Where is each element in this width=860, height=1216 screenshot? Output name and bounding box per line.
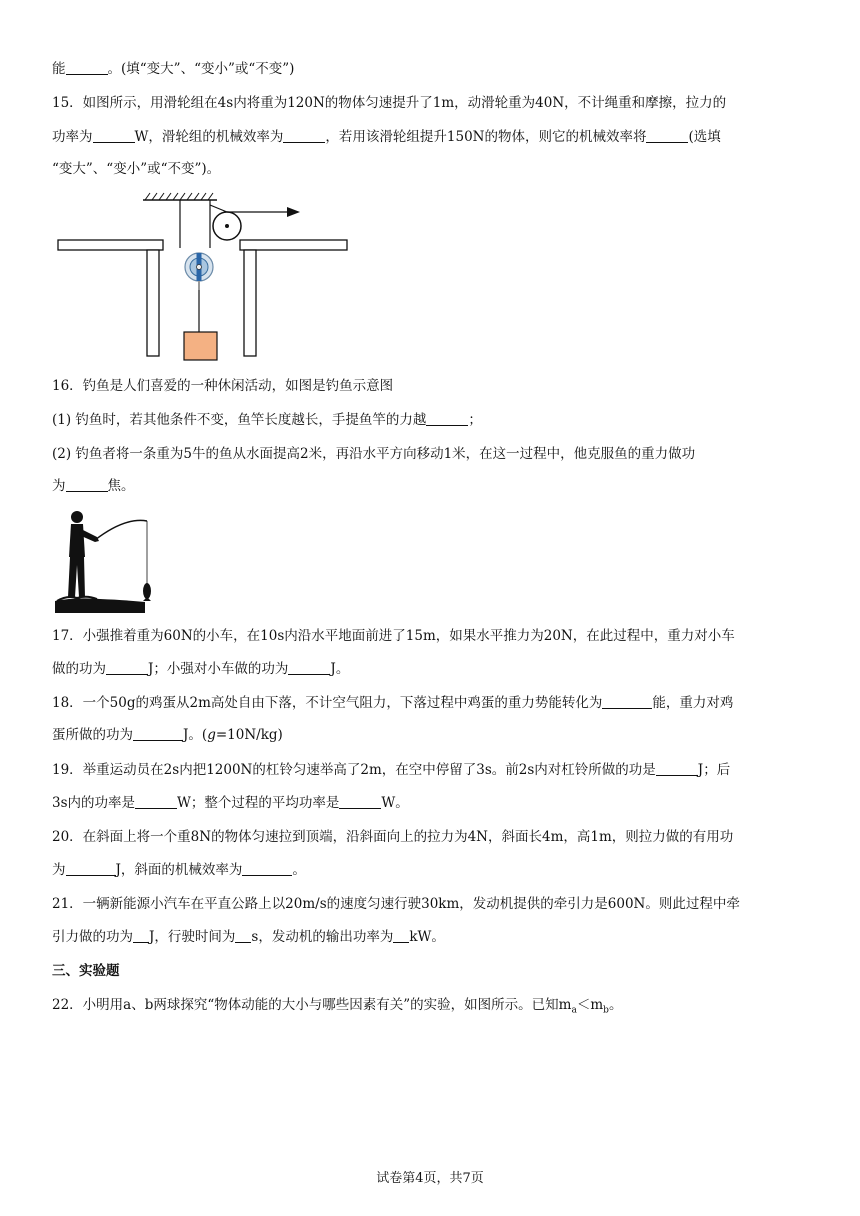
- text: ＜m: [576, 997, 604, 1013]
- answer-blank: [133, 726, 183, 741]
- rope-segment: [210, 205, 227, 212]
- left-table-top: [58, 240, 163, 250]
- text: J。: [330, 661, 350, 677]
- q18-line-2: [52, 726, 283, 744]
- answer-blank: [288, 660, 330, 675]
- q17-line-1: 17．小强推着重为60N的小车，在10s内沿水平地面前进了15m，如果水平推力为20N，在此过程中，重力对小车: [52, 628, 735, 644]
- fishing-rod: [95, 520, 147, 540]
- text: 焦。: [107, 478, 135, 494]
- person-head: [71, 511, 83, 523]
- text: (选填: [688, 129, 721, 145]
- q17-line-2: [52, 660, 349, 678]
- answer-blank: [235, 928, 251, 943]
- text: 引力做的功为: [52, 929, 133, 945]
- answer-blank: [426, 411, 468, 426]
- text: 22．小明用a、b两球探究“物体动能的大小与哪些因素有关”的实验，如图所示。已知m: [52, 997, 572, 1013]
- text: 蛋所做的功为: [52, 727, 133, 743]
- answer-blank: [93, 128, 135, 143]
- fixed-pulley-axle: [225, 224, 229, 228]
- text: J。(: [183, 727, 208, 743]
- q16-line-3: (2) 钓鱼者将一条重为5牛的鱼从水面提高2米，再沿水平方向移动1米，在这一过程中，他克服鱼的重力做功: [52, 446, 696, 462]
- text: s，发动机的输出功率为: [251, 929, 394, 945]
- answer-blank: [393, 928, 409, 943]
- text: J，行驶时间为: [149, 929, 236, 945]
- answer-blank: [106, 660, 148, 675]
- text: ；: [468, 412, 482, 428]
- answer-blank: [66, 477, 108, 492]
- ceiling-hatch: [145, 193, 213, 200]
- q22-line-1: [52, 996, 622, 1020]
- text: W，滑轮组的机械效率为: [134, 129, 284, 145]
- answer-blank: [66, 60, 108, 75]
- text: 做的功为: [52, 661, 106, 677]
- q16-line-1: 16．钓鱼是人们喜爱的一种休闲活动，如图是钓鱼示意图: [52, 378, 394, 394]
- text: 能: [52, 61, 66, 77]
- text: 为: [52, 862, 66, 878]
- section-heading: 三、实验题: [52, 963, 120, 979]
- subscript-b: b: [603, 1005, 609, 1016]
- pull-arrow: [287, 207, 300, 217]
- text: 。(填“变大”、“变小”或“不变”): [107, 61, 295, 77]
- q19-line-1: [52, 761, 730, 779]
- subscript-a: a: [571, 1005, 577, 1016]
- fishing-figure: [55, 505, 155, 615]
- text: kW。: [409, 929, 445, 945]
- text: 功率为: [52, 129, 93, 145]
- person-legs: [68, 557, 85, 597]
- right-table-leg: [244, 250, 256, 356]
- q18-line-1: [52, 694, 733, 712]
- text: J；小强对小车做的功为: [148, 661, 289, 677]
- text: J；后: [697, 762, 731, 778]
- text: W；整个过程的平均功率是: [177, 795, 340, 811]
- riverbank: [55, 598, 145, 613]
- pulley-figure: [55, 190, 355, 365]
- q16-line-4: [52, 477, 135, 495]
- q19-line-2: [52, 794, 409, 812]
- text: J，斜面的机械效率为: [115, 862, 243, 878]
- q15-line-2: [52, 128, 721, 146]
- answer-blank: [283, 128, 325, 143]
- answer-blank: [339, 794, 381, 809]
- answer-blank: [66, 861, 116, 876]
- answer-blank: [242, 861, 292, 876]
- q15-line-1: 15．如图所示，用滑轮组在4s内将重为120N的物体匀速提升了1m，动滑轮重为40N，不计绳重和摩擦，拉力的: [52, 95, 727, 111]
- right-table-top: [240, 240, 347, 250]
- answer-blank: [133, 928, 149, 943]
- left-table-leg: [147, 250, 159, 356]
- page-footer: 试卷第4页，共7页: [376, 1171, 484, 1186]
- q21-line-2: [52, 928, 445, 946]
- q20-line-1: 20．在斜面上将一个重8N的物体匀速拉到顶端，沿斜面向上的拉力为4N，斜面长4m，高1m，则拉力做的有用功: [52, 829, 734, 845]
- answer-blank: [135, 794, 177, 809]
- person-body: [69, 524, 85, 557]
- q14-tail-line: [52, 60, 294, 78]
- text: 为: [52, 478, 66, 494]
- q16-line-2: [52, 411, 482, 429]
- text: W。: [381, 795, 409, 811]
- text: 。: [608, 997, 623, 1013]
- g-symbol: g: [207, 727, 216, 743]
- text: 能，重力对鸡: [652, 695, 734, 711]
- text: 18．一个50g的鸡蛋从2m高处自由下落，不计空气阻力，下落过程中鸡蛋的重力势能转化为: [52, 695, 603, 711]
- answer-blank: [646, 128, 688, 143]
- q21-line-1: 21．一辆新能源小汽车在平直公路上以20m/s的速度匀速行驶30km，发动机提供的牵引力是600N。则此过程中牵: [52, 896, 740, 912]
- text: ，若用该滑轮组提升150N的物体，则它的机械效率将: [325, 129, 647, 145]
- answer-blank: [656, 761, 698, 776]
- q15-line-3: “变大”、“变小”或“不变”)。: [52, 161, 221, 177]
- q20-line-2: [52, 861, 306, 879]
- text: (1) 钓鱼时，若其他条件不变，鱼竿长度越长，手提鱼竿的力越: [52, 412, 427, 428]
- load-block: [184, 332, 217, 360]
- answer-blank: [602, 694, 652, 709]
- fish-tail: [143, 597, 151, 601]
- text: 。: [292, 862, 306, 878]
- movable-pulley-axle: [197, 265, 202, 270]
- text: 3s内的功率是: [52, 795, 136, 811]
- text: =10N/kg): [215, 727, 283, 743]
- text: 19．举重运动员在2s内把1200N的杠铃匀速举高了2m，在空中停留了3s。前2s内对杠铃所做的功是: [52, 762, 656, 778]
- fish: [143, 583, 151, 599]
